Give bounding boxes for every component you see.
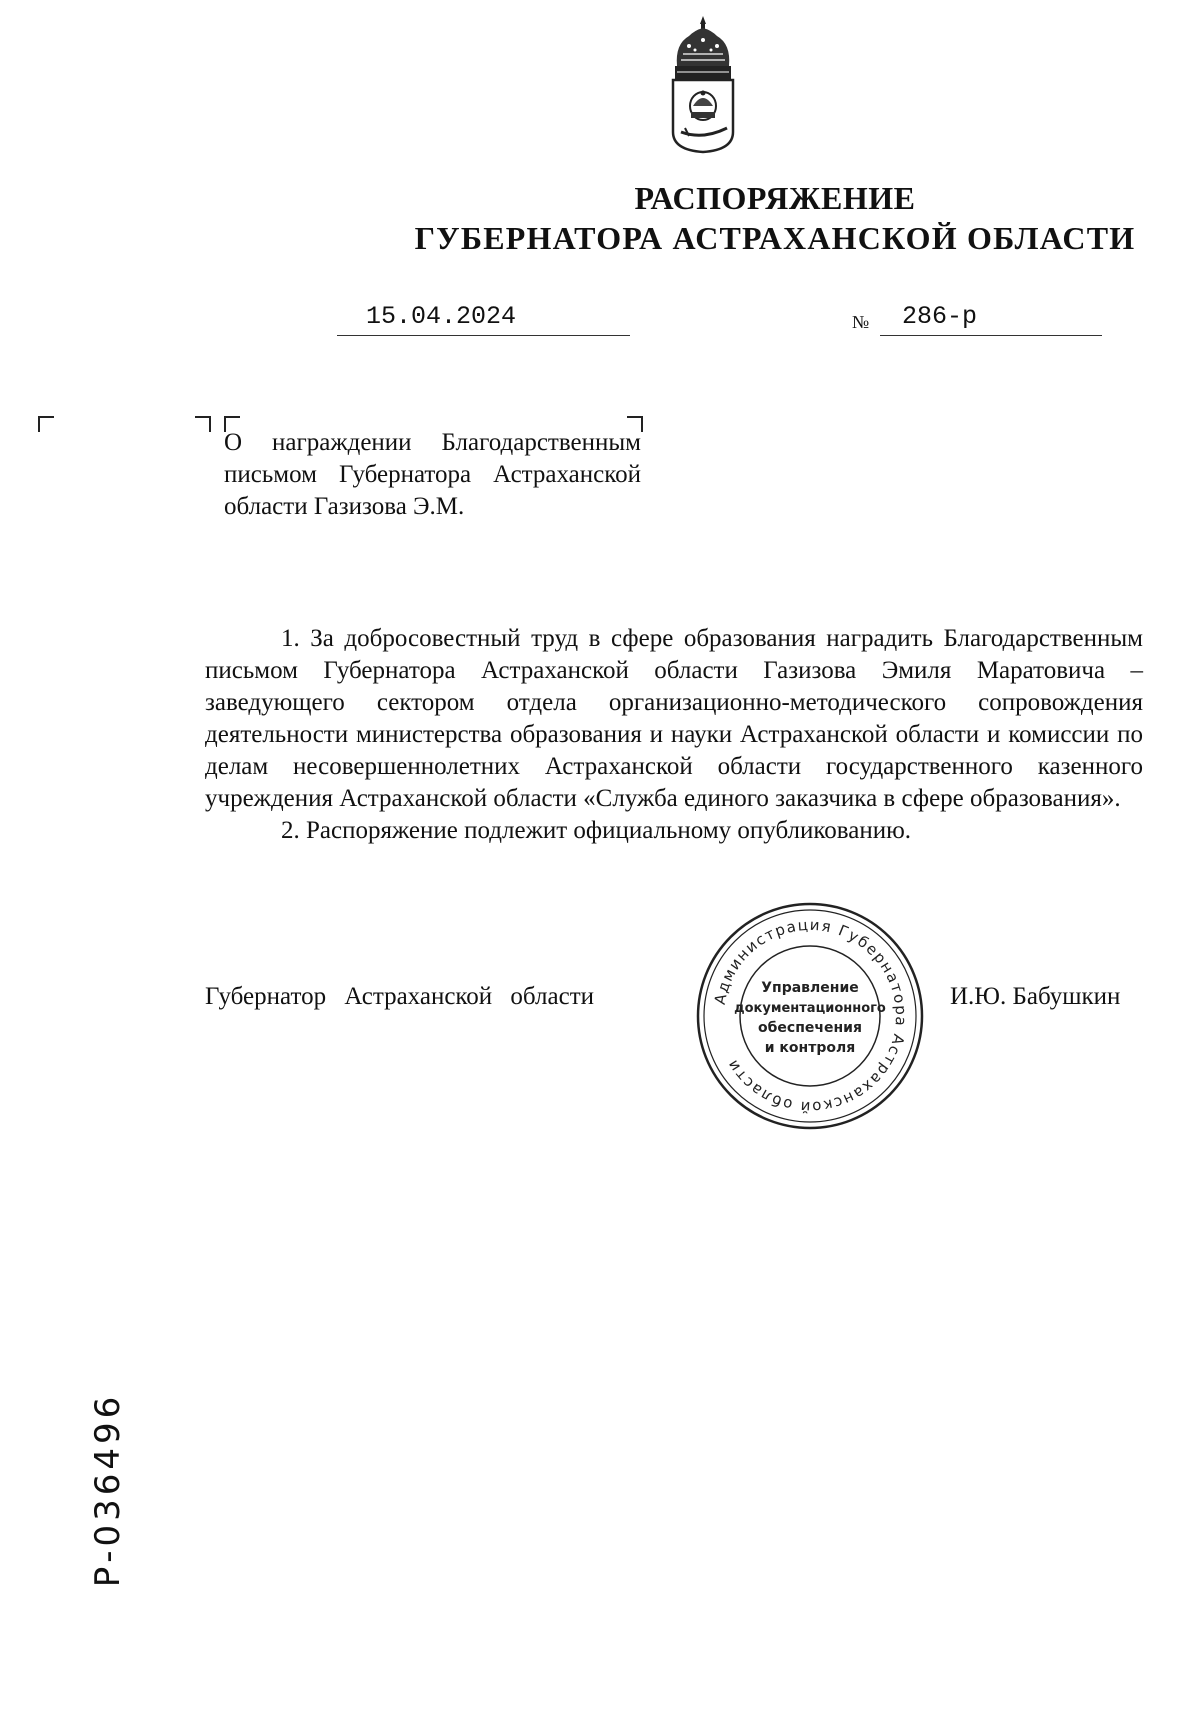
seal-inner-line: обеспечения <box>758 1020 862 1036</box>
document-body <box>205 623 1143 847</box>
body-paragraph: 2. Распоряжение подлежит официальному опубликованию. <box>281 817 912 844</box>
document-subject: О награждении Благодарственным письмом Губернатора Астраханской области Газизова Э.М. <box>224 429 641 520</box>
signatory-name: И.Ю. Бабушкин <box>950 983 1121 1010</box>
coat-of-arms-emblem <box>665 14 741 154</box>
seal-inner-line: документационного <box>734 1001 886 1016</box>
issuer-title: ГУБЕРНАТОРА АСТРАХАНСКОЙ ОБЛАСТИ <box>414 220 1136 256</box>
document-type-title: РАСПОРЯЖЕНИЕ <box>634 180 916 216</box>
document-number: 286-р <box>902 302 978 331</box>
number-underline <box>880 335 1102 336</box>
form-serial-number: Р-036496 <box>88 1392 128 1588</box>
signatory-role: Губернатор Астраханской области <box>205 983 595 1010</box>
document-date: 15.04.2024 <box>366 302 517 331</box>
seal-inner-line: Управление <box>761 980 859 996</box>
margin-corner-mark <box>38 416 54 432</box>
seal-ring-text: Администрация Губернатора Астраханской области <box>710 915 911 1117</box>
subject-corner-mark-left-outer <box>195 416 211 432</box>
seal-inner-line: и контроля <box>764 1040 856 1056</box>
body-paragraph: 1. За добросовестный труд в сфере образования наградить Благодарственным письмом Губернатора Астраханской области Газизова Эмиля Маратовича – заведующего сектором отдела организационно-методического сопровождения деятельности министерства образования и науки Астраханской области и комиссии по делам несовершеннолетних Астраханской области государственного казенного учреждения Астраханской области «Служба единого заказчика в сфере образования». <box>205 625 1143 812</box>
number-sign: № <box>852 312 870 332</box>
date-underline <box>337 335 630 336</box>
official-seal-stamp <box>694 900 926 1132</box>
